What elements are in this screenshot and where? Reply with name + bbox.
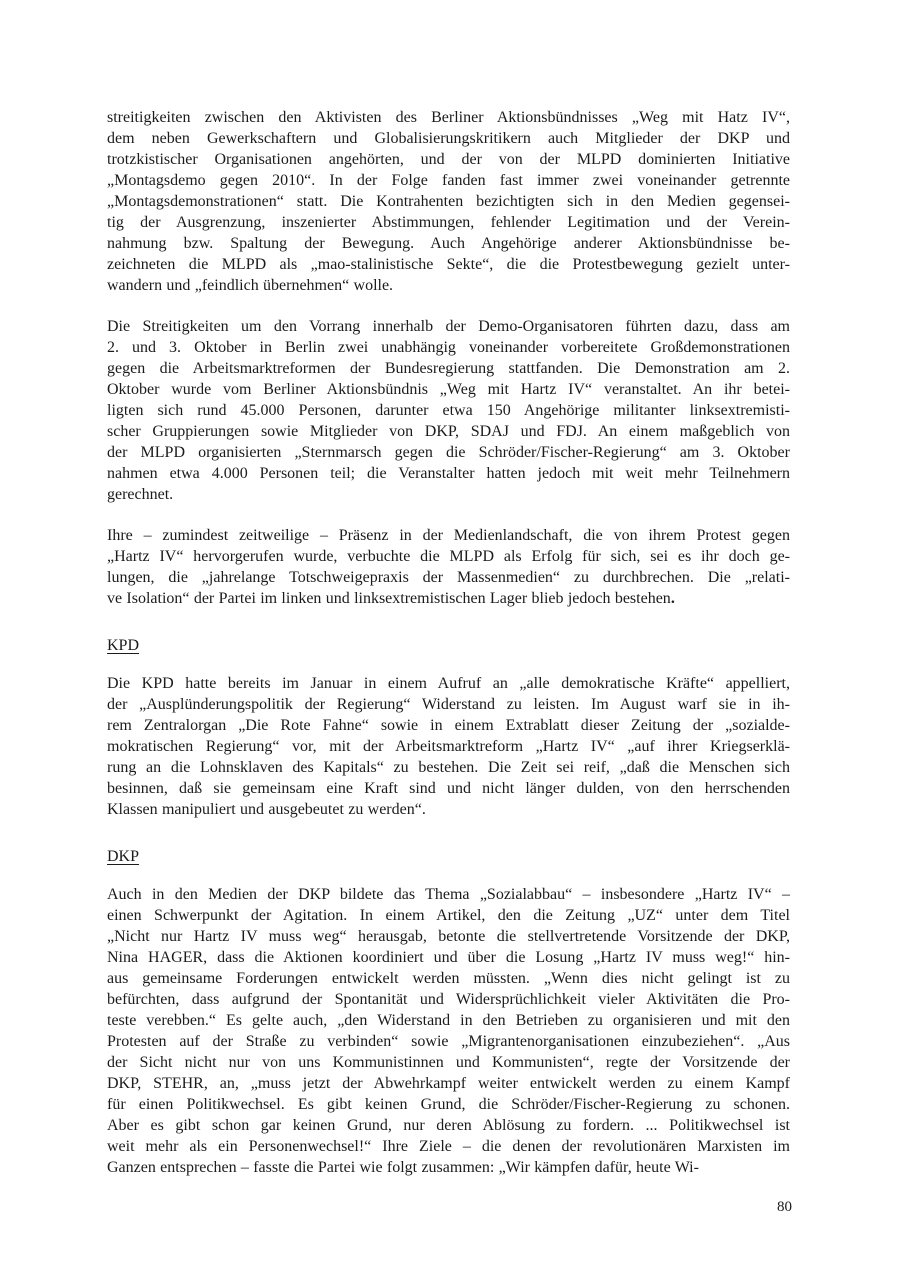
- text-line: Die Streitigkeiten um den Vorrang innerhalb der Demo-Organisatoren führten dazu, dass am: [107, 318, 790, 335]
- text-line: weit mehr als ein Personenwechsel!“ Ihre Ziele – die denen der revolutionären Marxisten im: [107, 1138, 790, 1155]
- text-line: dem neben Gewerkschaftern und Globalisierungskritikern auch Mitglieder der DKP und: [107, 130, 790, 147]
- text-line: scher Gruppierungen sowie Mitglieder von DKP, SDAJ und FDJ. An einem maßgeblich von: [107, 423, 790, 440]
- section-heading-text: KPD: [107, 637, 140, 654]
- bold-period: .: [670, 590, 675, 607]
- para-grossdemonstrationen-oktober: [107, 316, 790, 505]
- text-line: besinnen, daß sie gemeinsam eine Kraft sind und nicht länger dulden, von den herrschenden: [107, 780, 790, 797]
- text-line: Protesten auf der Straße zu verbinden“ sowie „Migrantenorganisationen einzubeziehen“. „Aus: [107, 1033, 790, 1050]
- text-line: aus gemeinsame Forderungen entwickelt werden müssten. „Wenn dies nicht gelingt ist zu: [107, 970, 790, 987]
- text-line: gegen die Arbeitsmarktreformen der Bundesregierung stattfanden. Die Demonstration am 2.: [107, 360, 790, 377]
- text-line: befürchten, dass aufgrund der Spontanität und Widersprüchlichkeit vieler Aktivitäten die Pro-: [107, 991, 790, 1008]
- text-line: Auch in den Medien der DKP bildete das Thema „Sozialabbau“ – insbesondere „Hartz IV“ –: [107, 886, 790, 903]
- text-line: zeichneten die MLPD als „mao-stalinistische Sekte“, die die Protestbewegung gezielt unter-: [107, 256, 790, 273]
- text-line: rung an die Lohnsklaven des Kapitals“ zu bestehen. Die Zeit sei reif, „daß die Menschen sich: [107, 759, 790, 776]
- text-line: Oktober wurde vom Berliner Aktionsbündnis „Weg mit Hartz IV“ veranstaltet. An ihr betei-: [107, 381, 790, 398]
- text-line: „Hartz IV“ hervorgerufen wurde, verbuchte die MLPD als Erfolg für sich, sei es ihr doch ge-: [107, 548, 790, 565]
- text-line: rem Zentralorgan „Die Rote Fahne“ sowie in einem Extrablatt dieser Zeitung der „sozialde-: [107, 717, 790, 734]
- text-line: einen Schwerpunkt der Agitation. In einem Artikel, den die Zeitung „UZ“ unter dem Titel: [107, 907, 790, 924]
- text-line: nahmung bzw. Spaltung der Bewegung. Auch Angehörige anderer Aktionsbündnisse be-: [107, 235, 790, 252]
- text-line: streitigkeiten zwischen den Aktivisten des Berliner Aktionsbündnisses „Weg mit Hatz IV“,: [107, 109, 790, 126]
- text-line: Aber es gibt schon gar keinen Grund, nur deren Ablösung zu fordern. ... Politikwechsel ist: [107, 1117, 790, 1134]
- text-line: mokratischen Regierung“ vor, mit der Arbeitsmarktreform „Hartz IV“ „auf ihrer Kriegserklä-: [107, 738, 790, 755]
- page-number: 80: [777, 1199, 792, 1215]
- text-line: Nina HAGER, dass die Aktionen koordiniert und über die Losung „Hartz IV muss weg!“ hin-: [107, 949, 790, 966]
- text-line: trotzkistischer Organisationen angehörten, und der von der MLPD dominierten Initiative: [107, 151, 790, 168]
- text-line: teste verebben.“ Es gelte auch, „den Widerstand in den Betrieben zu organisieren und mit den: [107, 1012, 790, 1029]
- text-line: „Montagsdemo gegen 2010“. In der Folge fanden fast immer zwei voneinander getrennte: [107, 172, 790, 189]
- text-line: ve Isolation“ der Partei im linken und linksextremistischen Lager blieb jedoch bestehen.: [107, 590, 675, 607]
- section-heading-dkp: [107, 846, 790, 867]
- text-line: tig der Ausgrenzung, inszenierter Abstimmungen, fehlender Legitimation und der Verein-: [107, 214, 790, 231]
- text-line: der „Ausplünderungspolitik der Regierung“ Widerstand zu leisten. Im August warf sie in ih-: [107, 696, 790, 713]
- text-line: Ihre – zumindest zeitweilige – Präsenz in der Medienlandschaft, die von ihrem Protest gegen: [107, 527, 790, 544]
- para-dkp-agitation: [107, 884, 790, 1178]
- text-column: [107, 107, 790, 1198]
- para-medienpraesenz-mlpd: [107, 525, 790, 609]
- text-line: DKP, STEHR, an, „muss jetzt der Abwehrkampf weiter entwickelt werden zu einem Kampf: [107, 1075, 790, 1092]
- section-heading-text: DKP: [107, 848, 140, 865]
- text-line: der Sicht nicht nur von uns Kommunistinnen und Kommunisten“, regte der Vorsitzende der: [107, 1054, 790, 1071]
- text-line: „Nicht nur Hartz IV muss weg“ herausgab, betonte die stellvertretende Vorsitzende der DKP,: [107, 928, 790, 945]
- text-line: nahmen etwa 4.000 Personen teil; die Veranstalter hatten jedoch mit weit mehr Teilnehmern: [107, 465, 790, 482]
- text-line: Klassen manipuliert und ausgebeutet zu werden“.: [107, 801, 426, 818]
- text-line: wandern und „feindlich übernehmen“ wolle.: [107, 277, 394, 294]
- text-line: gerechnet.: [107, 486, 174, 503]
- para-kpd-aufruf: [107, 673, 790, 820]
- text-line: „Montagsdemonstrationen“ statt. Die Kontrahenten bezichtigten sich in den Medien gegensei-: [107, 193, 790, 210]
- text-line: 2. und 3. Oktober in Berlin zwei unabhängig voneinander vorbereitete Großdemonstrationen: [107, 339, 790, 356]
- text-line: Die KPD hatte bereits im Januar in einem Aufruf an „alle demokratische Kräfte“ appelliert,: [107, 675, 790, 692]
- text-line: lungen, die „jahrelange Totschweigepraxis der Massenmedien“ zu durchbrechen. Die „relati-: [107, 569, 790, 586]
- para-streitigkeiten-aktionsbuendnisse: [107, 107, 790, 296]
- text-line: ligten sich rund 45.000 Personen, darunter etwa 150 Angehörige militanter linksextremisti-: [107, 402, 790, 419]
- text-line: der MLPD organisierten „Sternmarsch gegen die Schröder/Fischer-Regierung“ am 3. Oktober: [107, 444, 790, 461]
- text-line: Ganzen entsprechen – fasste die Partei wie folgt zusammen: „Wir kämpfen dafür, heute Wi-: [107, 1159, 699, 1176]
- section-heading-kpd: [107, 635, 790, 656]
- text-line: für einen Politikwechsel. Es gibt keinen Grund, die Schröder/Fischer-Regierung zu schonen.: [107, 1096, 790, 1113]
